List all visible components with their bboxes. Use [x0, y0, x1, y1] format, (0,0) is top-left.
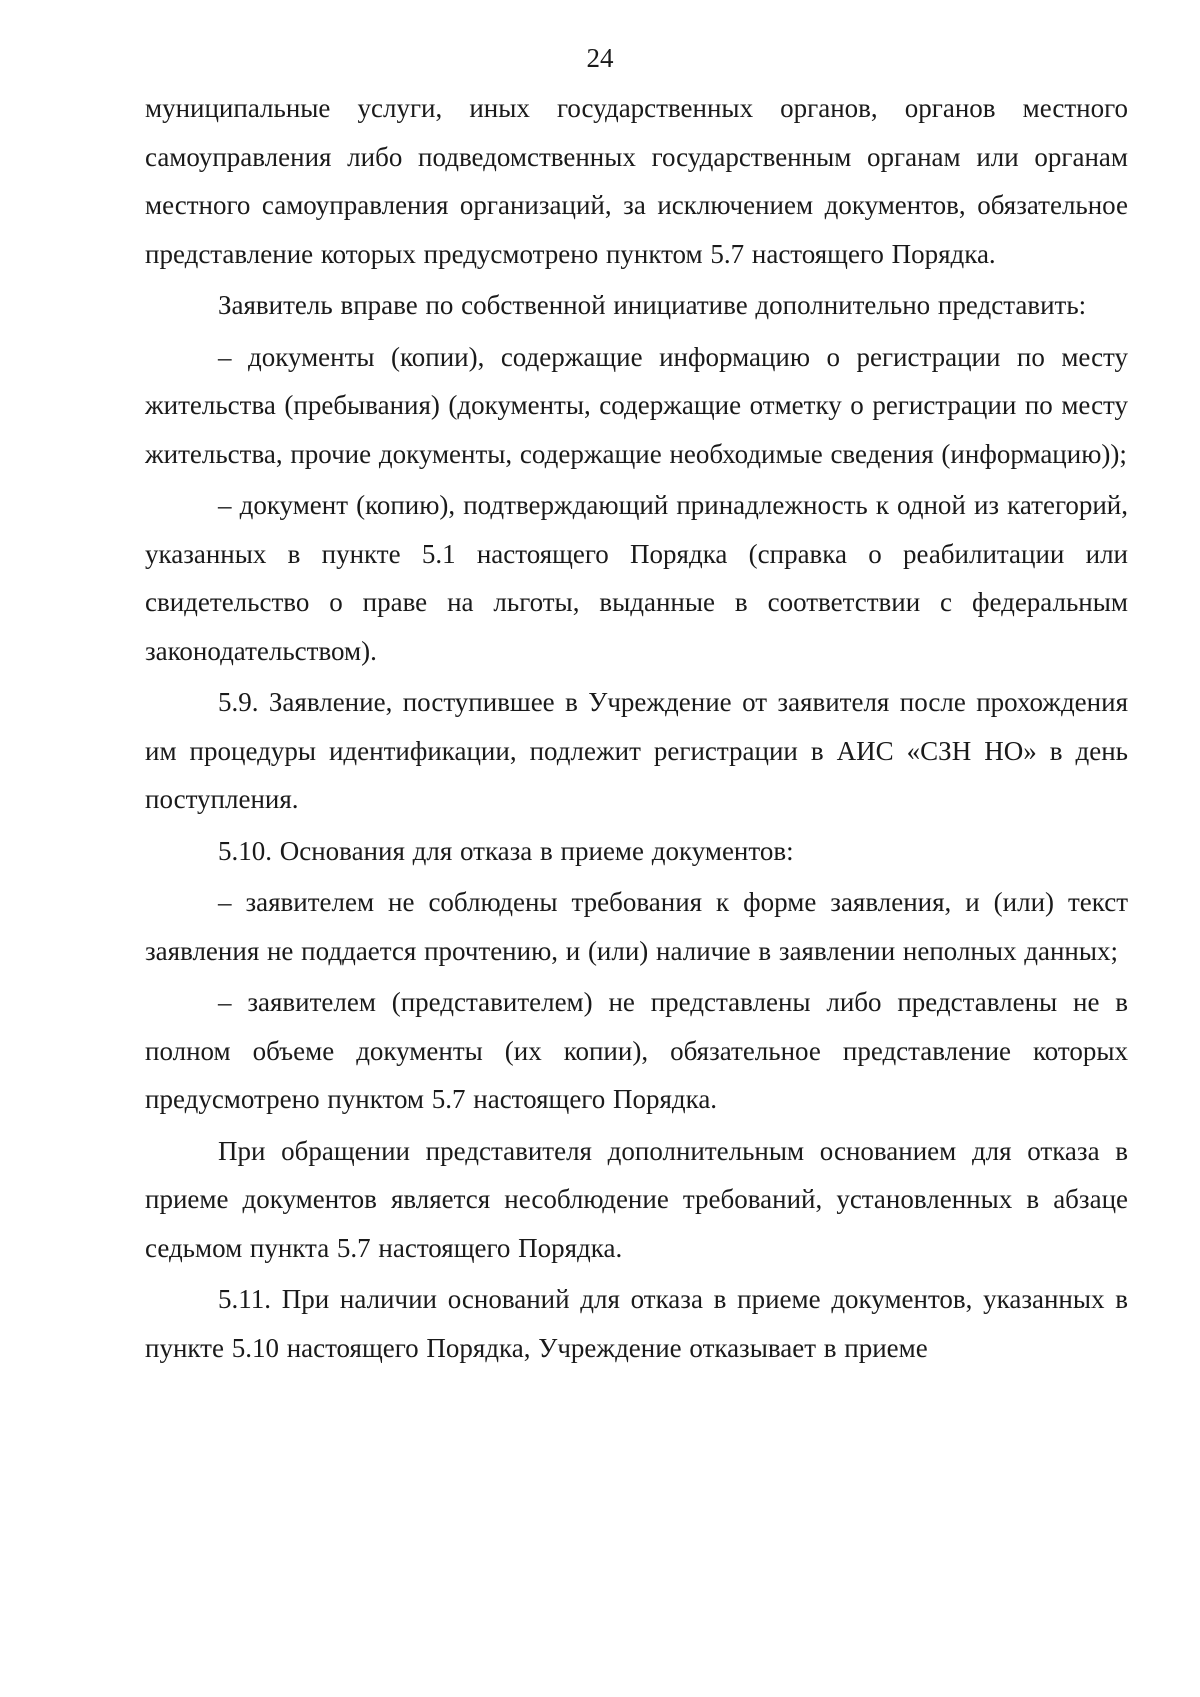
paragraph-5-10: 5.10. Основания для отказа в приеме документов: [218, 835, 794, 866]
list-item-category-document: – документ (копию), подтверждающий принадлежность к одной из категорий, указанных в пункте 5.1 настоящего Порядка (справка о реабилитации или свидетельство о праве на льготы, выданные в соответствии с федеральным законодательством). [145, 490, 1128, 666]
paragraph-representative-ground: При обращении представителя дополнительным основанием для отказа в приеме документов является несоблюдение требований, установленных в абзаце седьмом пункта 5.7 настоящего Порядка. [145, 1135, 1128, 1263]
list-item-incomplete-documents: – заявителем (представителем) не представлены либо представлены не в полном объеме документы (их копии), обязательное представление которых предусмотрено пунктом 5.7 настоящего Порядка. [145, 987, 1128, 1114]
paragraph-continuation: муниципальные услуги, иных государственных органов, органов местного самоуправления либо подведомственных государственным органам или органам местного самоуправления организаций, за исключением документов, обязательное представление которых предусмотрено пунктом 5.7 настоящего Порядка. [145, 93, 1128, 269]
paragraph-applicant-right: Заявитель вправе по собственной инициативе дополнительно представить: [218, 290, 1087, 320]
document-body [145, 84, 1128, 1375]
list-item-form-requirements: – заявителем не соблюдены требования к форме заявления, и (или) текст заявления не поддается прочтению, и (или) наличие в заявлении неполных данных; [145, 887, 1128, 966]
page-number: 24 [586, 43, 614, 73]
paragraph-5-11: 5.11. При наличии оснований для отказа в приеме документов, указанных в пункте 5.10 настоящего Порядка, Учреждение отказывает в приеме [145, 1284, 1128, 1363]
list-item-registration-documents: – документы (копии), содержащие информацию о регистрации по месту жительства (пребывания) (документы, содержащие отметку о регистрации по месту жительства, прочие документы, содержащие необходимые сведения (информацию)); [145, 341, 1128, 469]
paragraph-5-9: 5.9. Заявление, поступившее в Учреждение от заявителя после прохождения им процедуры идентификации, подлежит регистрации в АИС «СЗН НО» в день поступления. [145, 687, 1128, 814]
